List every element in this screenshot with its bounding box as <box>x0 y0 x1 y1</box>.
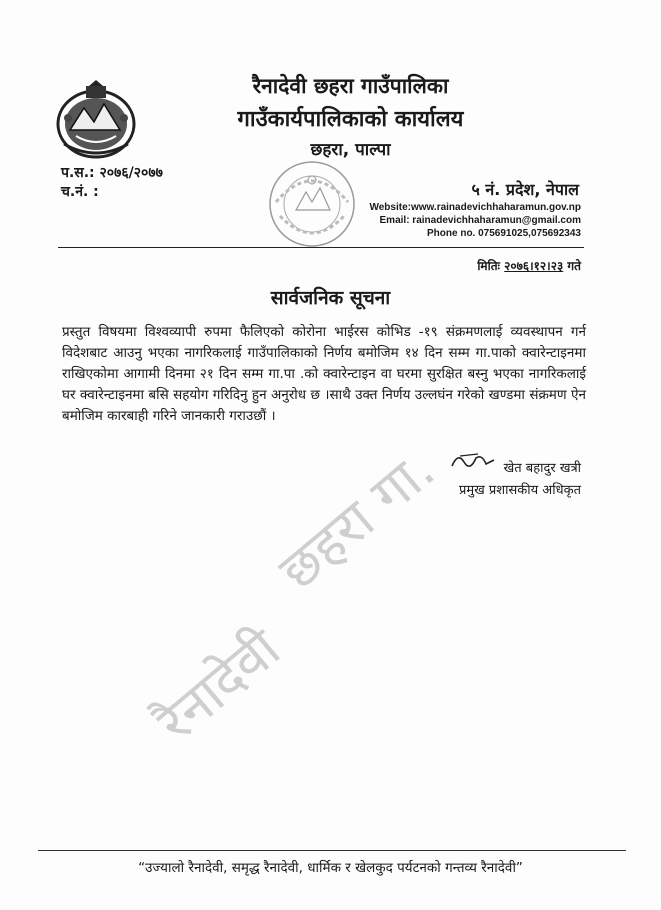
footer-motto: “उज्यालो रैनादेवी, समृद्ध रैनादेवी, धार्मिक र खेलकुद पर्यटनको गन्तव्य रैनादेवी” <box>138 860 523 876</box>
watermark-line-2: छहरा गा. <box>267 437 447 603</box>
watermark-line-1: रैनादेवी <box>145 616 292 755</box>
date-label: मितिः <box>477 259 500 273</box>
notice-date <box>477 257 581 274</box>
letter-number: प.स.: २०७६/२०७७ <box>61 165 163 181</box>
signature-icon <box>448 450 498 472</box>
footer-divider <box>38 850 626 851</box>
website: Website:www.rainadevichhaharamun.gov.np <box>369 202 581 213</box>
office-name: गाउँकार्यपालिकाको कार्यालय <box>237 107 464 132</box>
date-value: २०७६।१२।२३ <box>504 259 564 273</box>
date-suffix: गते <box>567 259 581 273</box>
office-stamp-icon <box>266 158 358 250</box>
org-name: रैनादेवी छहरा गाउँपालिका <box>252 74 449 98</box>
province-label: ५ नं. प्रदेश, नेपाल <box>471 180 579 199</box>
office-location: छहरा, पाल्पा <box>310 140 391 160</box>
signatory-title: प्रमुख प्रशासकीय अधिकृत <box>458 483 581 498</box>
notice-body: प्रस्तुत विषयमा विश्वव्यापी रुपमा फैलिएको कोरोना भाईरस कोभिड -१९ संक्रमणलाई व्यवस्थापन गर्न विदेशबाट आउनु भएका नागरिकलाई गाउँपालिकाको निर्णय बमोजिम १४ दिन सम्म गा.पाको क्वारेन्टाइनमा राखिएकोमा आगामी दिनमा २१ दिन सम्म गा.पा .को क्वारेन्टाइन वा घरमा सुरक्षित बस्नु भएका नागरिकलाई घर क्वारेन्टाइनमा बसि सहयोग गरिदिनु हुन अनुरोध छ ।साथै उक्त निर्णय उल्लघंन गरेको खण्डमा संक्रमण ऐन बमोजिम कारबाही गरिने जानकारी गराउछौं । <box>62 324 586 424</box>
notice-title: सार्वजनिक सूचना <box>270 287 391 309</box>
email: Email: rainadevichhaharamun@gmail.com <box>379 215 581 226</box>
signatory-name: खेत बहादुर खत्री <box>503 461 581 476</box>
dispatch-number: च.नं. : <box>61 184 99 200</box>
contact-block <box>369 201 581 240</box>
phone: Phone no. 075691025,075692343 <box>427 228 581 239</box>
header-divider <box>58 247 584 248</box>
